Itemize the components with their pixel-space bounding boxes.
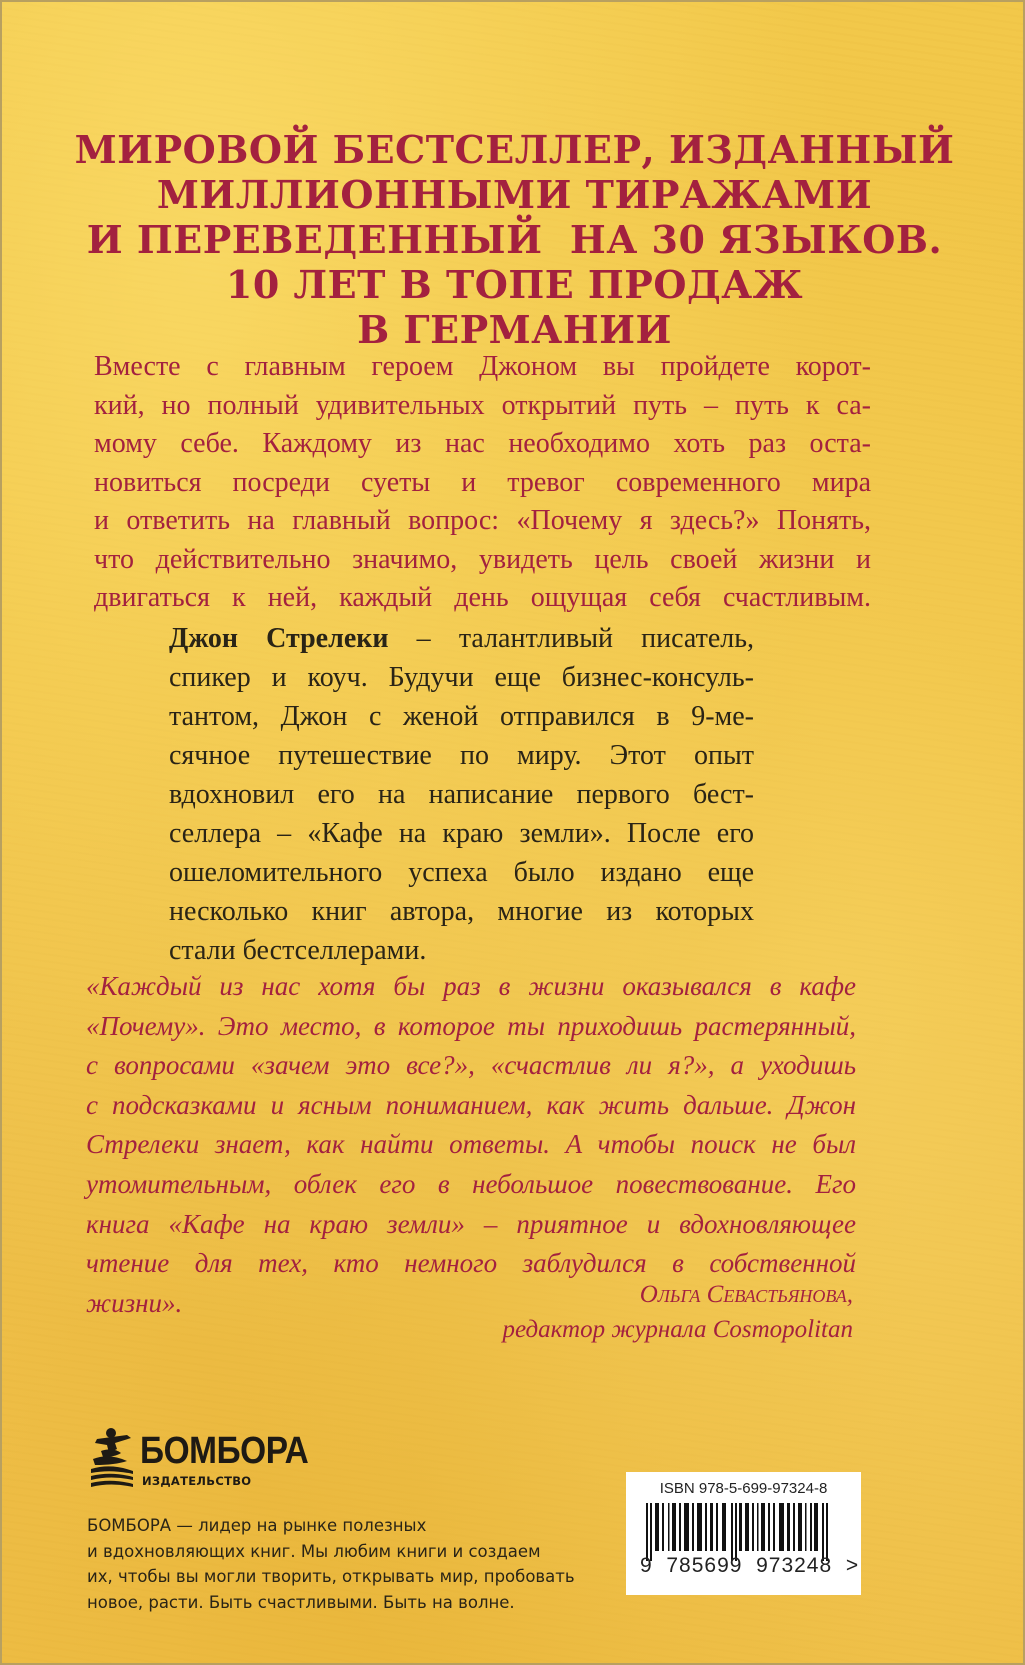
- quote-line: книга «Кафе на краю земли» – приятное и вдохновляющее: [86, 1208, 856, 1239]
- headline: [62, 127, 967, 352]
- author-name: Джон Стрелеки: [169, 623, 389, 654]
- description-line: что действительно значимо, увидеть цель своей жизни и: [94, 543, 871, 575]
- bio-line: тантом, Джон с женой отправился в 9-ме-: [169, 701, 754, 732]
- quote-line: «Почему». Это место, в которое ты приходишь растерянный,: [86, 1010, 856, 1041]
- author-bio: [169, 619, 754, 970]
- description-line: мому себе. Каждому из нас необходимо хоть раз оста-: [94, 428, 871, 459]
- bio-line: несколько книг автора, многие из которых: [169, 896, 754, 927]
- bio-line: ошеломительного успеха было издано еще: [169, 857, 754, 888]
- bio-first-line-text: – талантливый писатель,: [388, 623, 754, 654]
- publisher-description: [87, 1513, 575, 1615]
- headline-line: МИЛЛИОННЫМИ ТИРАЖАМИ: [156, 172, 873, 217]
- quote-line: Стрелеки знает, как найти ответы. А чтобы поиск не был: [86, 1129, 856, 1160]
- quote-line: жизни».: [86, 1287, 183, 1318]
- description-line: кий, но полный удивительных открытий путь – путь к са-: [94, 389, 871, 421]
- attribution-role: редактор журнала Cosmopolitan: [502, 1316, 853, 1343]
- quote-line: с вопросами «зачем это все?», «счастлив ли я?», а уходишь: [86, 1050, 856, 1081]
- isbn-label: ISBN 978-5-699-97324-8: [659, 1480, 828, 1497]
- description-line: новиться посреди суеты и тревог современного мира: [94, 466, 871, 498]
- bio-line: стали бестселлерами.: [169, 935, 427, 966]
- review-quote: [86, 967, 856, 1323]
- bio-line: селлера – «Кафе на краю земли». После его: [169, 818, 754, 849]
- description-line: и ответить на главный вопрос: «Почему я здесь?» Понять,: [94, 505, 871, 536]
- quote-line: «Каждый из нас хотя бы раз в жизни оказывался в кафе: [86, 971, 856, 1001]
- publisher-blurb-line: и вдохновляющих книг. Мы любим книги и создаем: [87, 1541, 541, 1561]
- publisher-subtitle: ИЗДАТЕЛЬСТВО: [142, 1474, 252, 1488]
- publisher-logo: [87, 1427, 309, 1492]
- headline-line: 10 ЛЕТ В ТОПЕ ПРОДАЖ: [225, 262, 804, 307]
- quote-attribution: [503, 1277, 853, 1347]
- headline-line: МИРОВОЙ БЕСТСЕЛЛЕР, ИЗДАННЫЙ: [74, 127, 955, 172]
- bio-line: [169, 619, 754, 658]
- surfer-on-books-icon: [87, 1427, 137, 1489]
- quote-line: чтение для тех, кто немного заблудился в собственной: [86, 1248, 856, 1279]
- quote-line: с подсказками и ясным пониманием, как жить дальше. Джон: [86, 1089, 856, 1120]
- description-line: двигаться к ней, каждый день ощущая себя счастливым.: [94, 582, 871, 613]
- book-description: [94, 348, 871, 618]
- publisher-blurb-line: новое, расти. Быть счастливыми. Быть на волне.: [87, 1592, 515, 1612]
- quote-line: утомительным, облек его в небольшое повествование. Его: [86, 1168, 856, 1199]
- publisher-blurb-line: их, чтобы вы могли творить, открывать мир, пробовать: [87, 1567, 575, 1586]
- description-line: Вместе с главным героем Джоном вы пройдете корот-: [94, 351, 871, 382]
- headline-line: В ГЕРМАНИИ: [357, 307, 672, 352]
- publisher-blurb-line: БОМБОРА — лидер на рынке полезных: [87, 1516, 427, 1535]
- barcode-digits: 9 785699 973248 >: [640, 1554, 860, 1577]
- isbn-barcode: [626, 1472, 861, 1595]
- bio-line: сячное путешествие по миру. Этот опыт: [169, 740, 754, 771]
- headline-line: И ПЕРЕВЕДЕННЫЙ НА 30 ЯЗЫКОВ.: [86, 217, 943, 262]
- bio-line: вдохновил его на написание первого бест-: [169, 779, 754, 810]
- bio-line: спикер и коуч. Будучи еще бизнес-консуль-: [169, 662, 754, 693]
- attribution-name: Ольга Севастьянова,: [639, 1281, 853, 1308]
- publisher-name: БОМБОРА: [140, 1430, 309, 1472]
- barcode-bars-icon: [646, 1503, 841, 1561]
